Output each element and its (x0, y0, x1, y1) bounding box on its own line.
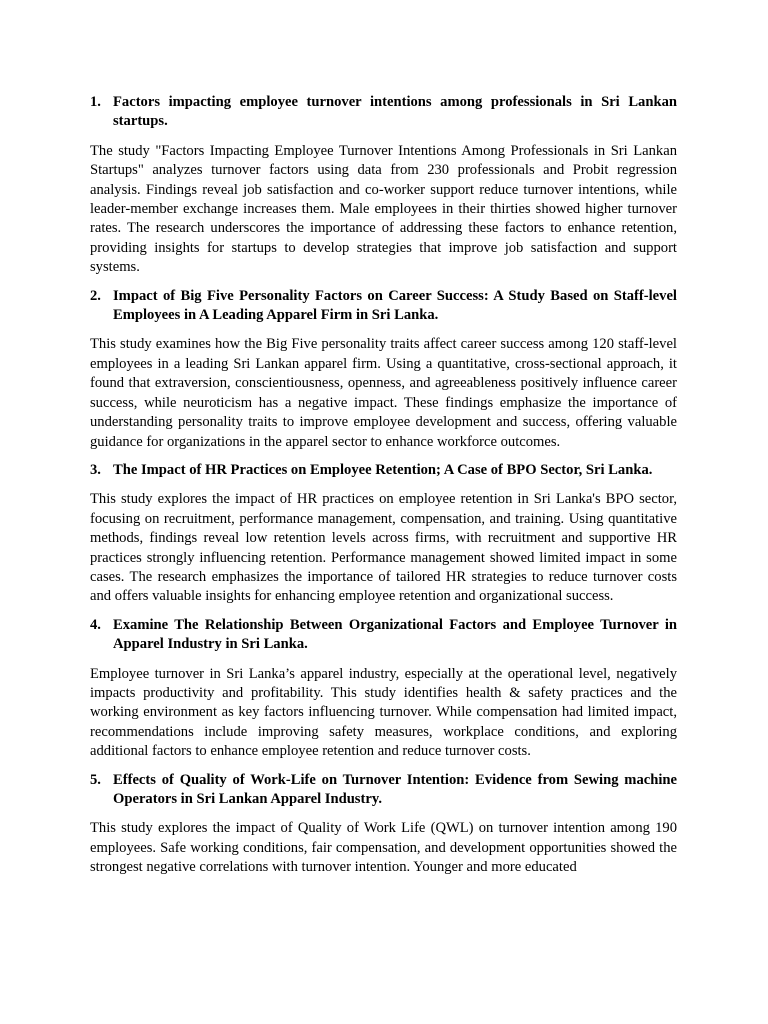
entry-heading (90, 771, 677, 810)
entry-summary: This study explores the impact of HR practices on employee retention in Sri Lanka's BPO sector, focusing on recruitment, performance management, compensation, and training. Using quantitative methods, findings reveal low retention levels across firms, with recruitment and supportive HR practices strongly influencing retention. Performance management showed limited impact in some cases. The research emphasizes the importance of tailored HR strategies to reduce turnover costs and offers valuable insights for enhancing employee retention and organizational success. (90, 491, 677, 605)
entry-heading (90, 616, 677, 655)
entry-summary: This study examines how the Big Five personality traits affect career success among 120 staff-level employees in a leading Sri Lankan apparel firm. Using a quantitative, cross-sectional approach, it found that extraversion, conscientiousness, openness, and agreeableness positively influence career success, while neuroticism has a negative impact. These findings emphasize the importance of understanding personality traits to improve employee development and success, offering valuable guidance for organizations in the apparel sector to enhance workforce outcomes. (90, 336, 677, 450)
literature-entry-1 (90, 93, 677, 278)
literature-entry-5 (90, 771, 677, 878)
entry-title: Effects of Quality of Work-Life on Turnover Intention: Evidence from Sewing machine Operators in Sri Lankan Apparel Industry. (113, 771, 677, 807)
document-page (90, 93, 677, 887)
entry-heading (90, 287, 677, 326)
entry-number: 4. (90, 616, 101, 633)
entry-number: 2. (90, 287, 101, 304)
entry-title: Impact of Big Five Personality Factors on Career Success: A Study Based on Staff-level Employees in A Leading Apparel Firm in Sri Lanka. (113, 287, 677, 324)
entry-title: Factors impacting employee turnover intentions among professionals in Sri Lankan startups. (113, 94, 677, 130)
literature-entry-3 (90, 461, 677, 607)
entry-number: 1. (90, 94, 101, 110)
entry-title: Examine The Relationship Between Organizational Factors and Employee Turnover in Apparel Industry in Sri Lanka. (113, 616, 677, 653)
literature-entry-2 (90, 287, 677, 452)
entry-number: 3. (90, 461, 101, 478)
entry-number: 5. (90, 771, 101, 788)
entry-heading (90, 461, 677, 480)
literature-entry-4 (90, 616, 677, 762)
entry-title: The Impact of HR Practices on Employee Retention; A Case of BPO Sector, Sri Lanka. (113, 461, 653, 478)
entry-summary: Employee turnover in Sri Lanka’s apparel industry, especially at the operational level, negatively impacts productivity and profitability. This study identifies health & safety practices and the working environment as key factors influencing turnover. While compensation had limited impact, recommendations include improving safety measures, workplace conditions, and exploring additional factors to enhance employee retention and reduce turnover costs. (90, 665, 677, 760)
entry-summary: The study "Factors Impacting Employee Turnover Intentions Among Professionals in Sri Lankan Startups" analyzes turnover factors using data from 230 professionals and Probit regression analysis. Findings reveal job satisfaction and co-worker support reduce turnover intentions, while leader-member exchange increases them. Male employees in their thirties showed higher turnover rates. The research underscores the importance of addressing these factors to enhance retention, providing insights for startups to develop strategies that improve job satisfaction and support systems. (90, 142, 677, 276)
entry-heading (90, 93, 677, 132)
entry-summary: This study explores the impact of Quality of Work Life (QWL) on turnover intention among 190 employees. Safe working conditions, fair compensation, and development opportunities showed the strongest negative correlations with turnover intention. Younger and more educated (90, 820, 677, 876)
